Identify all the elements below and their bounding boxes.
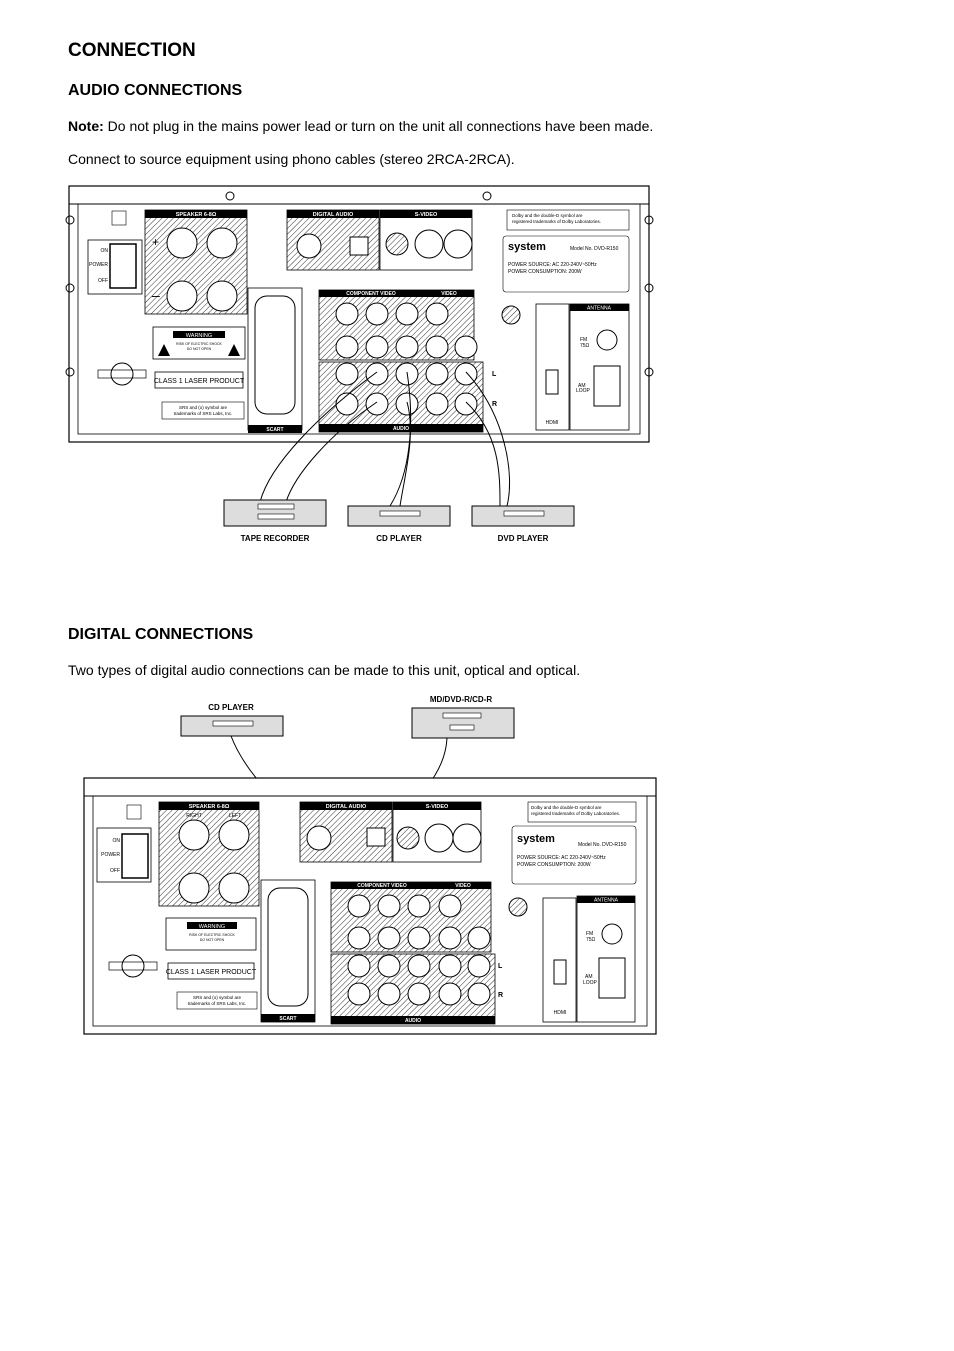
md-dvd-device bbox=[412, 708, 514, 738]
scart-label: SCART bbox=[266, 427, 284, 433]
svg-text:WARNING: WARNING bbox=[198, 924, 226, 930]
antenna-label: ANTENNA bbox=[587, 305, 611, 312]
audio-connections-heading: AUDIO CONNECTIONS bbox=[68, 82, 243, 99]
svg-text:VIDEO: VIDEO bbox=[455, 883, 471, 889]
svg-text:FM: FM bbox=[580, 337, 588, 343]
video-label: VIDEO bbox=[441, 291, 457, 297]
note-label: Note: bbox=[68, 118, 104, 134]
speaker-label: SPEAKER 6-8Ω bbox=[175, 212, 217, 218]
svg-text:RISK OF ELECTRIC SHOCK: RISK OF ELECTRIC SHOCK bbox=[176, 342, 222, 346]
cd-player-device bbox=[181, 716, 283, 736]
svg-text:registered trademarks of Dolby: registered trademarks of Dolby Laboratories. bbox=[531, 811, 621, 816]
svg-text:DO NOT OPEN: DO NOT OPEN bbox=[199, 938, 225, 942]
cd-player-label: CD PLAYER bbox=[208, 703, 254, 712]
svg-text:Model No. DVD-R150: Model No. DVD-R150 bbox=[570, 246, 619, 252]
s-video-label: S-VIDEO bbox=[414, 212, 438, 218]
svg-text:FM: FM bbox=[586, 931, 594, 937]
svg-text:DIGITAL AUDIO: DIGITAL AUDIO bbox=[325, 804, 367, 810]
svg-text:75Ω: 75Ω bbox=[586, 937, 596, 943]
cd-player-label: CD PLAYER bbox=[376, 534, 422, 543]
svg-text:ANTENNA: ANTENNA bbox=[594, 897, 618, 904]
rear-panel bbox=[66, 186, 653, 442]
dvd-player-label: DVD PLAYER bbox=[497, 534, 549, 543]
component-video-label: COMPONENT VIDEO bbox=[346, 291, 396, 297]
svg-text:Model No. DVD-R150: Model No. DVD-R150 bbox=[578, 842, 627, 848]
cd-player-device bbox=[348, 506, 450, 526]
digital-connections-heading: DIGITAL CONNECTIONS bbox=[68, 626, 254, 643]
svg-text:system: system bbox=[517, 833, 555, 845]
svg-text:POWER SOURCE: AC 220-240V~50Hz: POWER SOURCE: AC 220-240V~50Hz bbox=[517, 855, 606, 861]
svg-text:OFF: OFF bbox=[110, 868, 120, 874]
svg-text:trademarks of SRS Labs, Inc.: trademarks of SRS Labs, Inc. bbox=[187, 1001, 247, 1006]
svg-text:+: + bbox=[152, 235, 160, 249]
svg-text:R: R bbox=[498, 992, 504, 999]
svg-text:SRS and (o) symbol are: SRS and (o) symbol are bbox=[178, 405, 228, 410]
svg-text:POWER CONSUMPTION: 200W: POWER CONSUMPTION: 200W bbox=[508, 269, 582, 275]
rear-panel bbox=[84, 778, 656, 1034]
svg-text:HDMI: HDMI bbox=[553, 1010, 567, 1016]
svg-text:SCART: SCART bbox=[279, 1016, 297, 1022]
svg-text:Dolby and the double-D symbol: Dolby and the double-D symbol are bbox=[512, 213, 583, 218]
laser-label: CLASS 1 LASER PRODUCT bbox=[153, 378, 245, 385]
note-text: Do not plug in the mains power lead or turn on the unit all connections have been made. bbox=[103, 118, 654, 134]
svg-text:LOOP: LOOP bbox=[583, 980, 597, 986]
page-title: CONNECTION bbox=[68, 40, 196, 61]
svg-text:Dolby and the double-D symbol: Dolby and the double-D symbol are bbox=[531, 805, 602, 810]
svg-text:LEFT: LEFT bbox=[228, 813, 242, 819]
svg-text:75Ω: 75Ω bbox=[580, 343, 590, 349]
svg-text:SRS and (o) symbol are: SRS and (o) symbol are bbox=[192, 995, 242, 1000]
svg-text:–: – bbox=[152, 287, 160, 303]
svg-text:CLASS 1 LASER PRODUCT: CLASS 1 LASER PRODUCT bbox=[165, 969, 257, 976]
svg-text:DO NOT OPEN: DO NOT OPEN bbox=[186, 347, 212, 351]
md-dvd-label: MD/DVD-R/CD-R bbox=[429, 695, 493, 704]
digital-audio-label: DIGITAL AUDIO bbox=[312, 212, 354, 218]
dvd-player-device bbox=[472, 506, 574, 526]
svg-text:AM: AM bbox=[578, 383, 586, 389]
digital-instruction: Two types of digital audio connections can be made to this unit, optical and optical. bbox=[68, 662, 581, 678]
svg-text:RIGHT: RIGHT bbox=[186, 813, 202, 819]
warning-label: WARNING bbox=[185, 333, 213, 339]
audio-label: AUDIO bbox=[392, 426, 410, 432]
hdmi-label: HDMI bbox=[545, 420, 559, 426]
tape-recorder-label: TAPE RECORDER bbox=[240, 534, 310, 543]
svg-text:R: R bbox=[492, 401, 498, 408]
svg-text:registered trademarks of Dolby: registered trademarks of Dolby Laboratories. bbox=[512, 219, 602, 224]
tape-recorder-device bbox=[224, 500, 326, 526]
svg-text:L: L bbox=[498, 963, 503, 970]
svg-text:ON: ON bbox=[112, 838, 120, 844]
svg-text:SPEAKER 6-8Ω: SPEAKER 6-8Ω bbox=[188, 804, 230, 810]
audio-connection-diagram bbox=[60, 184, 660, 554]
svg-text:AUDIO: AUDIO bbox=[404, 1018, 422, 1024]
svg-text:POWER CONSUMPTION: 200W: POWER CONSUMPTION: 200W bbox=[517, 862, 591, 868]
digital-connection-diagram bbox=[75, 692, 675, 1042]
svg-text:COMPONENT VIDEO: COMPONENT VIDEO bbox=[357, 883, 407, 889]
audio-note bbox=[68, 118, 653, 134]
svg-text:S-VIDEO: S-VIDEO bbox=[425, 804, 449, 810]
power-on-label: ON bbox=[100, 248, 108, 254]
power-label: POWER bbox=[89, 262, 108, 268]
svg-text:LOOP: LOOP bbox=[576, 388, 590, 394]
svg-text:POWER SOURCE: AC 220-240V~50Hz: POWER SOURCE: AC 220-240V~50Hz bbox=[508, 262, 597, 268]
svg-text:L: L bbox=[492, 371, 497, 378]
svg-text:trademarks of SRS Labs, Inc.: trademarks of SRS Labs, Inc. bbox=[173, 411, 233, 416]
svg-text:AM: AM bbox=[585, 974, 593, 980]
audio-instruction: Connect to source equipment using phono cables (stereo 2RCA-2RCA). bbox=[68, 151, 515, 167]
brand-logo: system bbox=[508, 241, 546, 253]
svg-text:RISK OF ELECTRIC SHOCK: RISK OF ELECTRIC SHOCK bbox=[189, 933, 235, 937]
svg-text:POWER: POWER bbox=[101, 852, 120, 858]
power-off-label: OFF bbox=[98, 278, 108, 284]
